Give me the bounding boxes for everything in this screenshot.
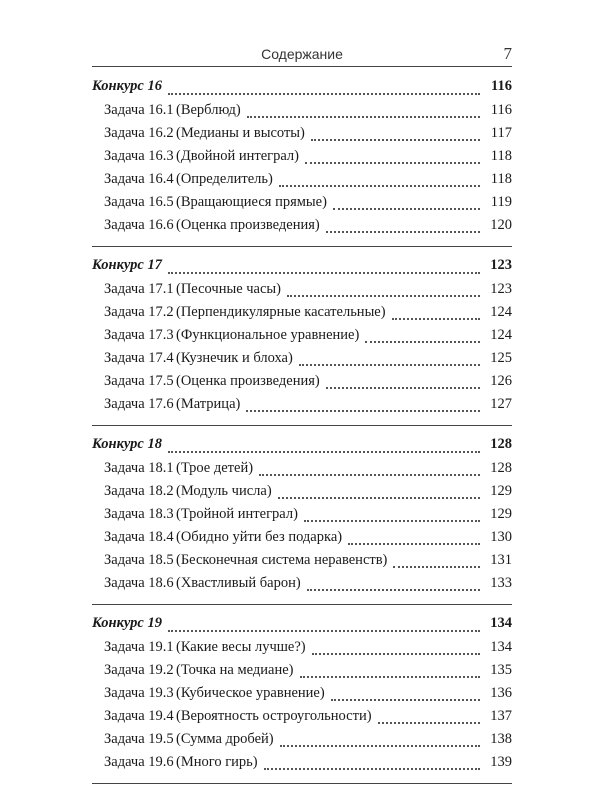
task-page: 130 bbox=[490, 529, 512, 545]
task-title bbox=[92, 754, 258, 771]
task-entry[interactable] bbox=[92, 396, 512, 419]
contest-page: 116 bbox=[491, 78, 512, 94]
task-title bbox=[92, 529, 342, 546]
task-page: 128 bbox=[490, 460, 512, 476]
task-title bbox=[92, 102, 241, 119]
dot-leader bbox=[168, 630, 480, 632]
dot-leader bbox=[287, 295, 480, 297]
task-page: 138 bbox=[490, 731, 512, 747]
dot-leader bbox=[168, 272, 480, 274]
task-page: 129 bbox=[490, 483, 512, 499]
task-entry[interactable] bbox=[92, 685, 512, 708]
task-name: (Точка на медиане) bbox=[176, 662, 294, 678]
task-name: (Медианы и высоты) bbox=[176, 125, 305, 141]
task-entry[interactable] bbox=[92, 304, 512, 327]
task-number: Задача 19.2 bbox=[104, 662, 174, 678]
task-page: 134 bbox=[490, 639, 512, 655]
task-number: Задача 16.6 bbox=[104, 217, 174, 233]
task-entry[interactable] bbox=[92, 754, 512, 777]
page-number: 7 bbox=[503, 44, 512, 63]
task-page: 135 bbox=[490, 662, 512, 678]
task-number: Задача 17.6 bbox=[104, 396, 174, 412]
dot-leader bbox=[247, 116, 480, 118]
task-page: 116 bbox=[490, 102, 512, 118]
task-entry[interactable] bbox=[92, 281, 512, 304]
task-page: 120 bbox=[490, 217, 512, 233]
contest-page: 128 bbox=[490, 436, 512, 452]
task-title bbox=[92, 350, 293, 367]
dot-leader bbox=[279, 185, 480, 187]
toc-section bbox=[92, 78, 512, 247]
dot-leader bbox=[264, 768, 480, 770]
task-title bbox=[92, 460, 253, 477]
toc-section bbox=[92, 436, 512, 605]
task-entry[interactable] bbox=[92, 125, 512, 148]
task-name: (Тройной интеграл) bbox=[176, 506, 298, 522]
task-number: Задача 19.3 bbox=[104, 685, 174, 701]
task-title bbox=[92, 304, 386, 321]
task-entry[interactable] bbox=[92, 708, 512, 731]
dot-leader bbox=[168, 451, 480, 453]
task-name: (Определитель) bbox=[176, 171, 273, 187]
dot-leader bbox=[307, 589, 480, 591]
table-of-contents bbox=[92, 78, 512, 794]
task-number: Задача 19.5 bbox=[104, 731, 174, 747]
task-name: (Функциональное уравнение) bbox=[176, 327, 360, 343]
task-title bbox=[92, 396, 240, 413]
task-entry[interactable] bbox=[92, 639, 512, 662]
task-title bbox=[92, 171, 273, 188]
task-number: Задача 18.1 bbox=[104, 460, 174, 476]
contest-title: Конкурс 17 bbox=[92, 257, 162, 273]
task-number: Задача 18.3 bbox=[104, 506, 174, 522]
dot-leader bbox=[326, 387, 480, 389]
task-name: (Вращающиеся прямые) bbox=[176, 194, 327, 210]
toc-section bbox=[92, 615, 512, 784]
task-entry[interactable] bbox=[92, 529, 512, 552]
task-name: (Кубическое уравнение) bbox=[176, 685, 325, 701]
task-name: (Трое детей) bbox=[176, 460, 254, 476]
task-page: 125 bbox=[490, 350, 512, 366]
dot-leader bbox=[326, 231, 480, 233]
task-page: 118 bbox=[490, 148, 512, 164]
dot-leader bbox=[348, 543, 480, 545]
task-entry[interactable] bbox=[92, 483, 512, 506]
task-number: Задача 18.5 bbox=[104, 552, 174, 568]
dot-leader bbox=[333, 208, 480, 210]
toc-section bbox=[92, 257, 512, 426]
task-page: 123 bbox=[490, 281, 512, 297]
task-title bbox=[92, 125, 305, 142]
contest-page: 134 bbox=[490, 615, 512, 631]
task-page: 139 bbox=[490, 754, 512, 770]
task-page: 136 bbox=[490, 685, 512, 701]
task-number: Задача 17.1 bbox=[104, 281, 174, 297]
dot-leader bbox=[246, 410, 480, 412]
task-page: 126 bbox=[490, 373, 512, 389]
contest-title: Конкурс 19 bbox=[92, 615, 162, 631]
task-name: (Хвастливый барон) bbox=[176, 575, 301, 591]
task-number: Задача 16.2 bbox=[104, 125, 174, 141]
task-page: 127 bbox=[490, 396, 512, 412]
task-title bbox=[92, 639, 306, 656]
task-name: (Много гирь) bbox=[176, 754, 258, 770]
task-page: 137 bbox=[490, 708, 512, 724]
task-page: 133 bbox=[490, 575, 512, 591]
task-title bbox=[92, 281, 281, 298]
dot-leader bbox=[278, 497, 480, 499]
dot-leader bbox=[300, 676, 481, 678]
task-number: Задача 19.6 bbox=[104, 754, 174, 770]
task-entry[interactable] bbox=[92, 327, 512, 350]
task-name: (Какие весы лучше?) bbox=[176, 639, 306, 655]
task-entry[interactable] bbox=[92, 373, 512, 396]
task-number: Задача 17.3 bbox=[104, 327, 174, 343]
task-entry[interactable] bbox=[92, 460, 512, 483]
task-number: Задача 18.6 bbox=[104, 575, 174, 591]
running-title: Содержание bbox=[261, 46, 343, 62]
task-number: Задача 16.3 bbox=[104, 148, 174, 164]
contest-entry[interactable] bbox=[92, 615, 512, 639]
task-entry[interactable] bbox=[92, 662, 512, 685]
task-entry[interactable] bbox=[92, 217, 512, 240]
dot-leader bbox=[365, 341, 480, 343]
task-title bbox=[92, 483, 272, 500]
task-entry[interactable] bbox=[92, 350, 512, 373]
task-title bbox=[92, 552, 387, 569]
dot-leader bbox=[259, 474, 480, 476]
task-name: (Бесконечная система неравенств) bbox=[176, 552, 388, 568]
contest-title: Конкурс 16 bbox=[92, 78, 162, 94]
contest-entry[interactable] bbox=[92, 78, 512, 102]
dot-leader bbox=[304, 520, 480, 522]
dot-leader bbox=[305, 162, 480, 164]
task-number: Задача 18.4 bbox=[104, 529, 174, 545]
task-entry[interactable] bbox=[92, 194, 512, 217]
dot-leader bbox=[393, 566, 480, 568]
task-title bbox=[92, 731, 274, 748]
task-page: 131 bbox=[490, 552, 512, 568]
dot-leader bbox=[331, 699, 480, 701]
task-name: (Обидно уйти без подарка) bbox=[176, 529, 343, 545]
task-title bbox=[92, 217, 320, 234]
task-number: Задача 17.4 bbox=[104, 350, 174, 366]
task-entry[interactable] bbox=[92, 171, 512, 194]
dot-leader bbox=[168, 93, 480, 95]
task-page: 119 bbox=[490, 194, 512, 210]
task-title bbox=[92, 685, 325, 702]
task-entry[interactable] bbox=[92, 148, 512, 171]
task-name: (Песочные часы) bbox=[176, 281, 281, 297]
dot-leader bbox=[392, 318, 480, 320]
task-number: Задача 16.5 bbox=[104, 194, 174, 210]
contest-page: 123 bbox=[490, 257, 512, 273]
dot-leader bbox=[299, 364, 480, 366]
task-number: Задача 16.1 bbox=[104, 102, 174, 118]
task-name: (Вероятность остроугольности) bbox=[176, 708, 372, 724]
task-number: Задача 18.2 bbox=[104, 483, 174, 499]
task-title bbox=[92, 373, 320, 390]
task-number: Задача 17.5 bbox=[104, 373, 174, 389]
dot-leader bbox=[311, 139, 480, 141]
task-title bbox=[92, 662, 294, 679]
task-page: 117 bbox=[490, 125, 512, 141]
task-entry[interactable] bbox=[92, 102, 512, 125]
task-name: (Перпендикулярные касательные) bbox=[176, 304, 386, 320]
dot-leader bbox=[378, 722, 480, 724]
task-entry[interactable] bbox=[92, 552, 512, 575]
task-entry[interactable] bbox=[92, 575, 512, 598]
contest-entry[interactable] bbox=[92, 436, 512, 460]
task-page: 118 bbox=[490, 171, 512, 187]
contest-title: Конкурс 18 bbox=[92, 436, 162, 452]
task-name: (Модуль числа) bbox=[176, 483, 272, 499]
task-number: Задача 19.4 bbox=[104, 708, 174, 724]
contest-entry[interactable] bbox=[92, 257, 512, 281]
task-page: 124 bbox=[490, 304, 512, 320]
task-name: (Верблюд) bbox=[176, 102, 241, 118]
task-name: (Матрица) bbox=[176, 396, 241, 412]
dot-leader bbox=[312, 653, 480, 655]
running-head bbox=[92, 44, 512, 67]
dot-leader bbox=[280, 745, 480, 747]
task-name: (Сумма дробей) bbox=[176, 731, 274, 747]
task-entry[interactable] bbox=[92, 506, 512, 529]
task-title bbox=[92, 506, 298, 523]
task-name: (Двойной интеграл) bbox=[176, 148, 299, 164]
task-title bbox=[92, 148, 299, 165]
task-number: Задача 19.1 bbox=[104, 639, 174, 655]
task-title bbox=[92, 575, 301, 592]
task-entry[interactable] bbox=[92, 731, 512, 754]
task-title bbox=[92, 194, 327, 211]
task-page: 129 bbox=[490, 506, 512, 522]
task-page: 124 bbox=[490, 327, 512, 343]
task-name: (Оценка произведения) bbox=[176, 373, 320, 389]
task-title bbox=[92, 327, 359, 344]
task-number: Задача 17.2 bbox=[104, 304, 174, 320]
task-title bbox=[92, 708, 372, 725]
task-name: (Кузнечик и блоха) bbox=[176, 350, 293, 366]
task-number: Задача 16.4 bbox=[104, 171, 174, 187]
task-name: (Оценка произведения) bbox=[176, 217, 320, 233]
